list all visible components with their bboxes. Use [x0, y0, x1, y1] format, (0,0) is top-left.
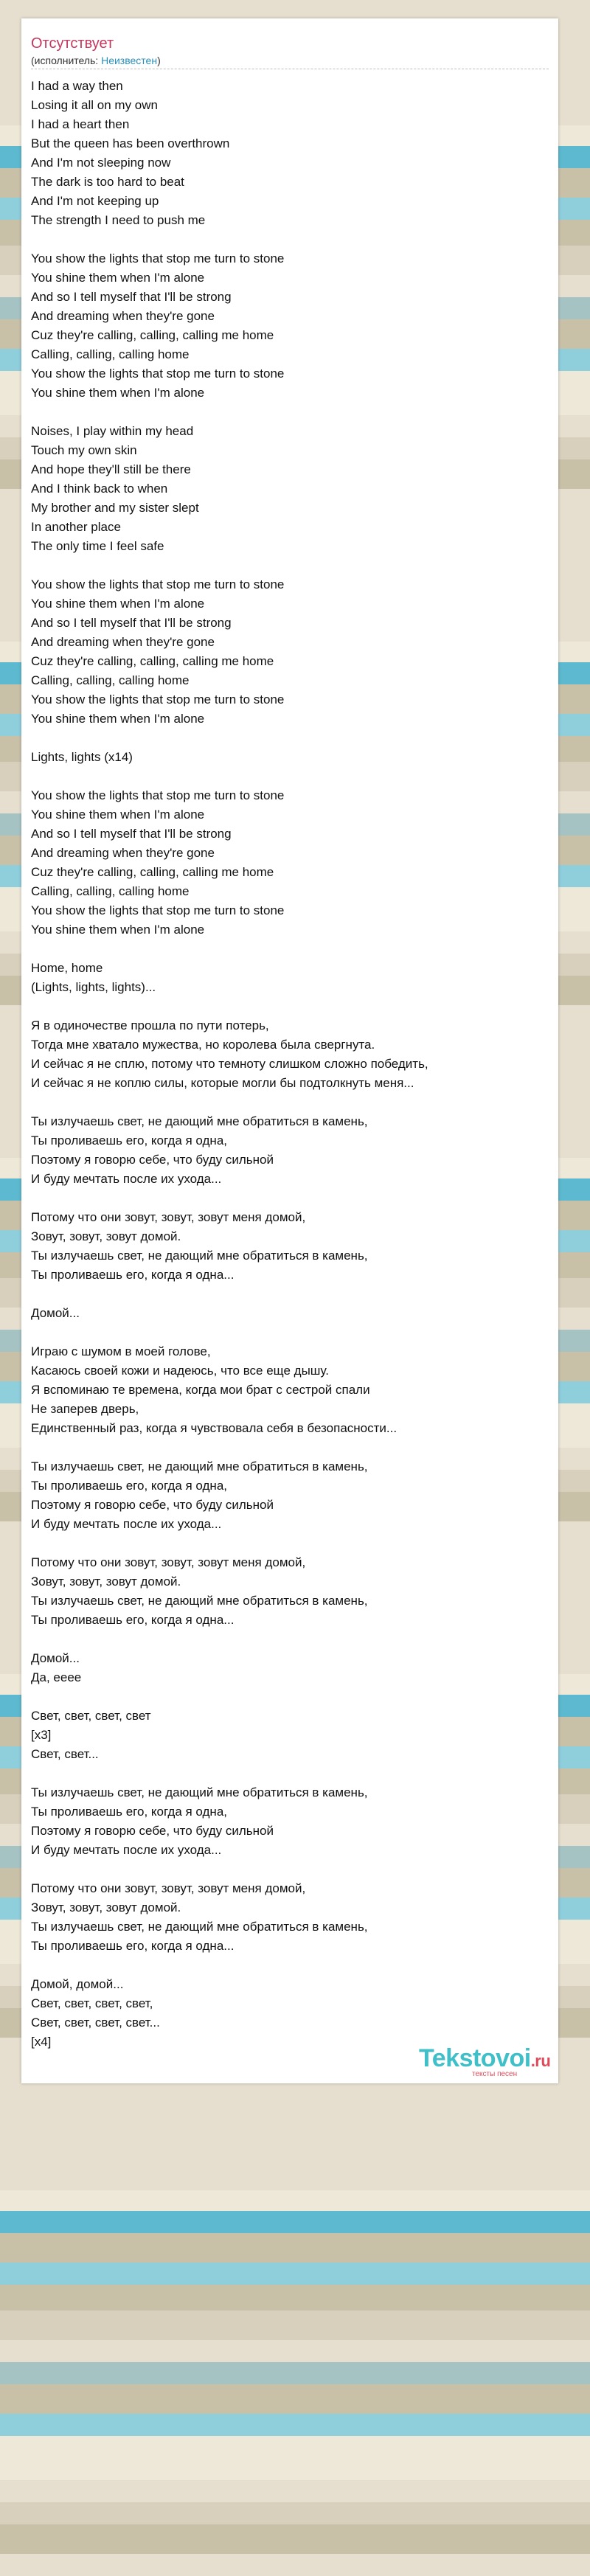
lyrics-line: You shine them when I'm alone	[31, 597, 205, 611]
lyrics-line: Ты излучаешь свет, не дающий мне обратиться в камень,	[31, 1459, 368, 1473]
lyrics-line: [x4]	[31, 2035, 52, 2049]
background-stripe	[0, 2384, 590, 2414]
lyrics-blank-line	[31, 1438, 547, 1457]
lyrics-blank-line	[31, 1093, 547, 1112]
lyrics-blank-line	[31, 1285, 547, 1304]
lyrics-line: Свет, свет, свет, свет...	[31, 2016, 160, 2030]
lyrics-line: Cuz they're calling, calling, calling me home	[31, 865, 274, 879]
lyrics-line: Cuz they're calling, calling, calling me home	[31, 654, 274, 668]
lyrics-line: Lights, lights (x14)	[31, 750, 133, 764]
lyrics-line: Ты проливаешь его, когда я одна,	[31, 1479, 227, 1493]
lyrics-line: Единственный раз, когда я чувствовала себя в безопасности...	[31, 1421, 398, 1435]
lyrics-blank-line	[31, 1860, 547, 1879]
lyrics-blank-line	[31, 1956, 547, 1975]
lyrics-line: I had a heart then	[31, 117, 130, 131]
lyrics-line: And so I tell myself that I'll be strong	[31, 827, 232, 841]
lyrics-line: And dreaming when they're gone	[31, 846, 215, 860]
lyrics-line: Calling, calling, calling home	[31, 347, 190, 361]
lyrics-line: Я в одиночестве прошла по пути потерь,	[31, 1018, 269, 1032]
lyrics-line: You show the lights that stop me turn to stone	[31, 251, 285, 265]
lyrics-line: My brother and my sister slept	[31, 501, 199, 515]
lyrics-line: Losing it all on my own	[31, 98, 158, 112]
lyrics-line: And dreaming when they're gone	[31, 635, 215, 649]
lyrics-line: Noises, I play within my head	[31, 424, 194, 438]
lyrics-line: You shine them when I'm alone	[31, 923, 205, 937]
lyrics-blank-line	[31, 1189, 547, 1208]
lyrics-line: The only time I feel safe	[31, 539, 164, 553]
background-stripe	[0, 2502, 590, 2524]
lyrics-line: You show the lights that stop me turn to stone	[31, 367, 285, 381]
background-stripe	[0, 2211, 590, 2233]
lyrics-line: И буду мечтать после их ухода...	[31, 1517, 222, 1531]
background-stripe	[0, 2340, 590, 2362]
lyrics-line: И буду мечтать после их ухода...	[31, 1843, 222, 1857]
lyrics-blank-line	[31, 1534, 547, 1553]
background-stripe	[0, 2362, 590, 2384]
lyrics-line: You show the lights that stop me turn to stone	[31, 788, 285, 802]
lyrics-line: Поэтому я говорю себе, что буду сильной	[31, 1153, 274, 1167]
lyrics-line: The strength I need to push me	[31, 213, 206, 227]
lyrics-line: Потому что они зовут, зовут, зовут меня домой,	[31, 1210, 306, 1224]
logo-name: Tekstovoi	[419, 2044, 531, 2072]
lyrics-line: Calling, calling, calling home	[31, 884, 190, 898]
lyrics-line: Играю с шумом в моей голове,	[31, 1344, 211, 1358]
background-stripe	[0, 2414, 590, 2436]
lyrics-line: Да, ееее	[31, 1670, 82, 1684]
lyrics-text	[31, 77, 547, 2052]
lyrics-line: (Lights, lights, lights)...	[31, 980, 156, 994]
lyrics-line: Тогда мне хватало мужества, но королева была свергнута.	[31, 1038, 375, 1052]
lyrics-line: You shine them when I'm alone	[31, 712, 205, 726]
lyrics-line: You shine them when I'm alone	[31, 386, 205, 400]
lyrics-line: Не заперев дверь,	[31, 1402, 139, 1416]
lyrics-line: You show the lights that stop me turn to stone	[31, 692, 285, 707]
lyrics-blank-line	[31, 403, 547, 422]
lyrics-line: Свет, свет, свет, свет,	[31, 1996, 153, 2010]
logo-tld: .ru	[530, 2052, 551, 2070]
lyrics-line: Зовут, зовут, зовут домой.	[31, 1900, 181, 1914]
lyrics-blank-line	[31, 1687, 547, 1707]
lyrics-line: Я вспоминаю те времена, когда мои брат с сестрой спали	[31, 1383, 370, 1397]
background-stripe	[0, 2263, 590, 2285]
lyrics-line: Ты излучаешь свет, не дающий мне обратиться в камень,	[31, 1785, 368, 1799]
background-stripe	[0, 2436, 590, 2480]
lyrics-line: And I'm not sleeping now	[31, 156, 171, 170]
lyrics-line: You shine them when I'm alone	[31, 808, 205, 822]
artist-link[interactable]: Неизвестен	[101, 55, 158, 66]
lyrics-line: Ты излучаешь свет, не дающий мне обратиться в камень,	[31, 1920, 368, 1934]
lyrics-line: Ты проливаешь его, когда я одна,	[31, 1805, 227, 1819]
site-logo[interactable]	[419, 2044, 555, 2080]
lyrics-blank-line	[31, 729, 547, 748]
lyrics-line: And dreaming when they're gone	[31, 309, 215, 323]
lyrics-line: Ты проливаешь его, когда я одна...	[31, 1939, 235, 1953]
lyrics-line: Поэтому я говорю себе, что буду сильной	[31, 1824, 274, 1838]
lyrics-line: And I think back to when	[31, 482, 168, 496]
lyrics-line: Зовут, зовут, зовут домой.	[31, 1575, 181, 1589]
lyrics-blank-line	[31, 230, 547, 249]
background-stripe	[0, 2311, 590, 2340]
background-stripe	[0, 2065, 590, 2190]
lyrics-line: Ты проливаешь его, когда я одна...	[31, 1613, 235, 1627]
lyrics-blank-line	[31, 997, 547, 1016]
lyrics-blank-line	[31, 940, 547, 959]
lyrics-line: Зовут, зовут, зовут домой.	[31, 1229, 181, 1243]
artist-line	[31, 54, 161, 67]
song-title: Отсутствует	[31, 35, 114, 52]
lyrics-line: Calling, calling, calling home	[31, 673, 190, 687]
lyrics-line: Cuz they're calling, calling, calling me home	[31, 328, 274, 342]
logo-tagline: тексты песен	[472, 2070, 518, 2078]
lyrics-line: And I'm not keeping up	[31, 194, 159, 208]
lyrics-line: You show the lights that stop me turn to stone	[31, 577, 285, 591]
background-stripe	[0, 2524, 590, 2554]
lyrics-line: И буду мечтать после их ухода...	[31, 1172, 222, 1186]
lyrics-line: And hope they'll still be there	[31, 462, 191, 476]
background-stripe	[0, 2190, 590, 2211]
lyrics-blank-line	[31, 1323, 547, 1342]
lyrics-line: Свет, свет, свет, свет	[31, 1709, 151, 1723]
lyrics-blank-line	[31, 767, 547, 786]
lyrics-line: And so I tell myself that I'll be strong	[31, 616, 232, 630]
lyrics-line: Touch my own skin	[31, 443, 137, 457]
lyrics-line: Home, home	[31, 961, 103, 975]
lyrics-line: Домой...	[31, 1306, 80, 1320]
lyrics-line: Свет, свет...	[31, 1747, 99, 1761]
lyrics-blank-line	[31, 1764, 547, 1783]
lyrics-line: Ты проливаешь его, когда я одна,	[31, 1133, 227, 1148]
lyrics-blank-line	[31, 1630, 547, 1649]
lyrics-line: Домой...	[31, 1651, 80, 1665]
artist-suffix: )	[157, 55, 161, 66]
lyrics-line: Ты излучаешь свет, не дающий мне обратиться в камень,	[31, 1114, 368, 1128]
lyrics-card	[21, 18, 558, 2083]
lyrics-line: Ты проливаешь его, когда я одна...	[31, 1268, 235, 1282]
lyrics-line: The dark is too hard to beat	[31, 175, 184, 189]
lyrics-line: Поэтому я говорю себе, что буду сильной	[31, 1498, 274, 1512]
lyrics-line: Потому что они зовут, зовут, зовут меня домой,	[31, 1881, 306, 1895]
lyrics-line: In another place	[31, 520, 121, 534]
lyrics-line: You show the lights that stop me turn to stone	[31, 903, 285, 917]
lyrics-line: Ты излучаешь свет, не дающий мне обратиться в камень,	[31, 1594, 368, 1608]
lyrics-line: But the queen has been overthrown	[31, 136, 230, 150]
background-stripe	[0, 2233, 590, 2263]
background-stripe	[0, 2480, 590, 2502]
lyrics-line: You shine them when I'm alone	[31, 271, 205, 285]
lyrics-line: Потому что они зовут, зовут, зовут меня домой,	[31, 1555, 306, 1569]
lyrics-line: Касаюсь своей кожи и надеюсь, что все еще дышу.	[31, 1364, 329, 1378]
lyrics-line: I had a way then	[31, 79, 123, 93]
lyrics-line: And so I tell myself that I'll be strong	[31, 290, 232, 304]
background-stripe	[0, 2285, 590, 2311]
lyrics-line: И сейчас я не коплю силы, которые могли бы подтолкнуть меня...	[31, 1076, 414, 1090]
lyrics-line: И сейчас я не сплю, потому что темноту слишком сложно победить,	[31, 1057, 428, 1071]
artist-prefix: (исполнитель:	[31, 55, 102, 66]
background-stripe	[0, 2554, 590, 2576]
lyrics-line: Ты излучаешь свет, не дающий мне обратиться в камень,	[31, 1249, 368, 1263]
lyrics-blank-line	[31, 556, 547, 575]
lyrics-line: [x3]	[31, 1728, 52, 1742]
lyrics-line: Домой, домой...	[31, 1977, 124, 1991]
